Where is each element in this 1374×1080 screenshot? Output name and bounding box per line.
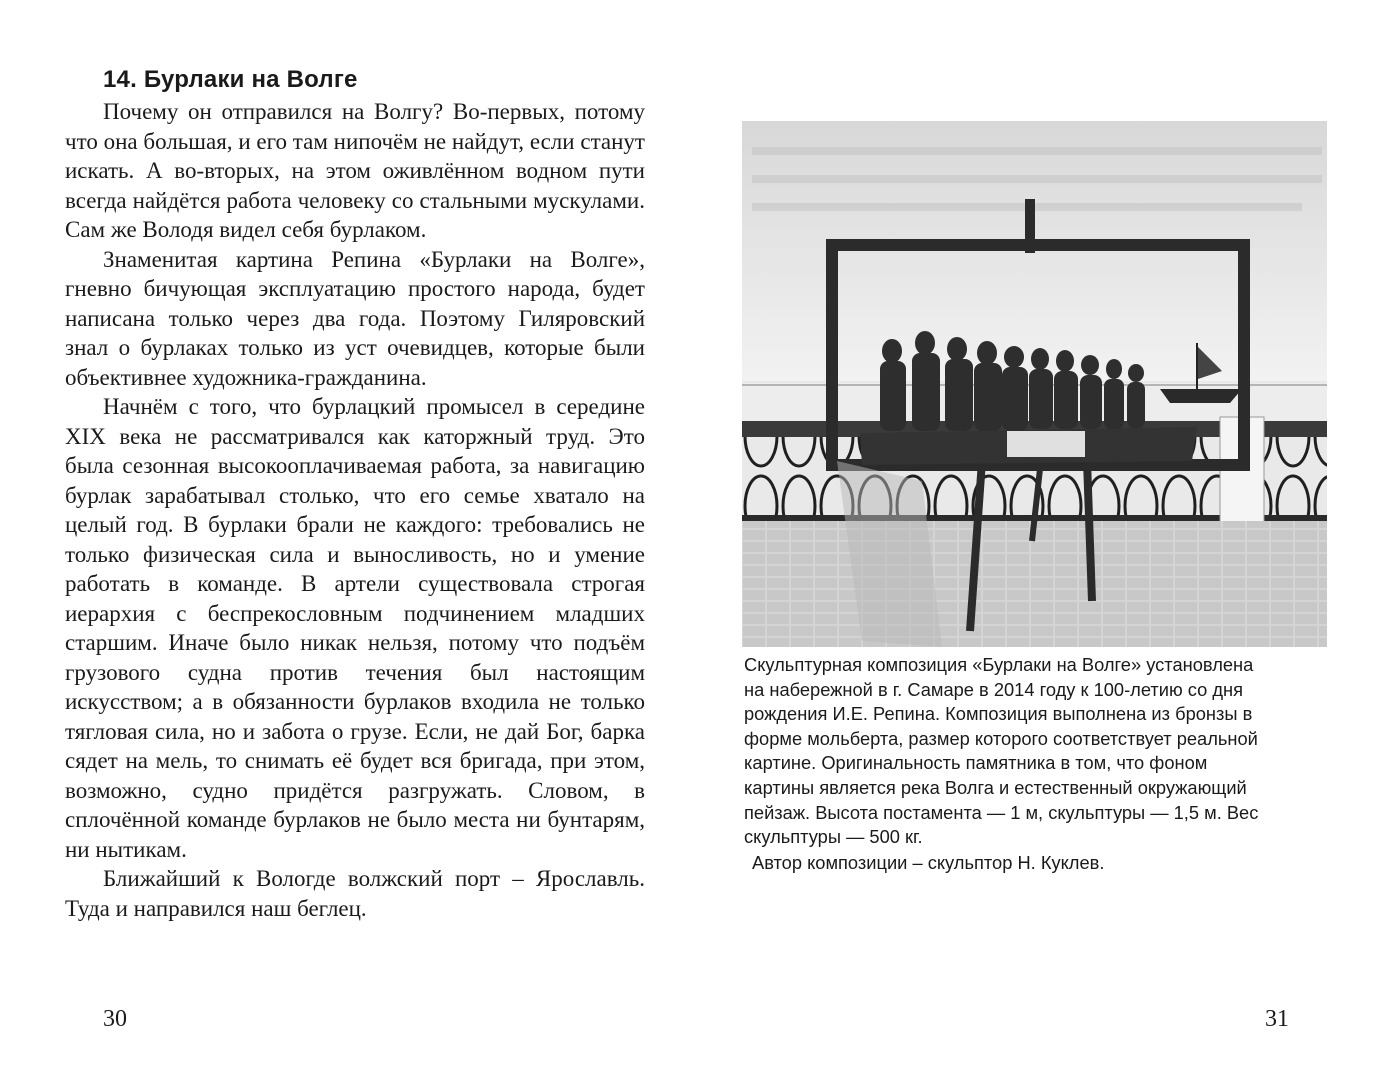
caption-author: Автор композиции – скульптор Н. Куклев. (752, 851, 1105, 873)
paragraph: Знаменитая картина Репина «Бурлаки на Волге», гневно бичующая эксплуатацию простого народа, будет написана только через два года. Поэтому Гиляровский знал о бурлаках только из уст очевидцев, которые были объективнее художника-гражданина. (65, 246, 645, 390)
caption-line: рождения И.Е. Репина. Композиция выполнена из бронзы в (744, 703, 1253, 725)
page-number-right: 31 (1265, 1006, 1289, 1032)
paragraph: Почему он отправился на Волгу? Во-первых, потому что она большая, и его там нипочём не найдут, если станут искать. А во-вторых, на этом оживлённом водном пути всегда найдётся работа человеку со стальными мускулами. Сам же Володя видел себя бурлаком. (65, 99, 645, 242)
photo-caption (744, 653, 1334, 875)
caption-line: форме мольберта, размер которого соответствует реальной (744, 727, 1258, 749)
caption-line: скульптуры — 500 кг. (744, 826, 923, 848)
right-page (687, 0, 1374, 1080)
paragraph: Ближайший к Вологде волжский порт – Ярославль. Туда и направился наш беглец. (65, 866, 645, 921)
caption-line: картины является река Волга и естественный окружающий (744, 776, 1247, 798)
caption-line: пейзаж. Высота постамента — 1 м, скульптуры — 1,5 м. Вес (744, 801, 1259, 823)
caption-line: на набережной в г. Самаре в 2014 году к 100-летию со дня (744, 678, 1244, 700)
sculpture-photo (742, 121, 1327, 647)
paragraph: Начнём с того, что бурлацкий промысел в середине XIX века не рассматривался как каторжный труд. Это была сезонная высокооплачиваемая работа, за навигацию бурлак зарабатывал столько, что его семье хватало на целый год. В бурлаки брали не каждого: требовались не только физическая сила и выносливость, но и умение работать в команде. В артели существовала строгая иерархия с беспрекословным подчинением младших старшим. Иначе было никак нельзя, потому что подъём грузового судна против течения был настоящим искусством; а в обязанности бурлаков входила не только тягловая сила, но и забота о грузе. Если, не дай Бог, барка сядет на мель, то снимать её будет вся бригада, при этом, возможно, судно придётся разгружать. Словом, в сплочённой команде бурлаков не было места ни бунтарям, ни нытикам. (65, 394, 645, 862)
body-text (65, 97, 645, 923)
caption-line: картине. Оригинальность памятника в том, что фоном (744, 752, 1208, 774)
chapter-heading: 14. Бурлаки на Волге (103, 66, 358, 93)
caption-line: Скульптурная композиция «Бурлаки на Волге» установлена (744, 654, 1254, 675)
page-number-left: 30 (103, 1006, 127, 1032)
